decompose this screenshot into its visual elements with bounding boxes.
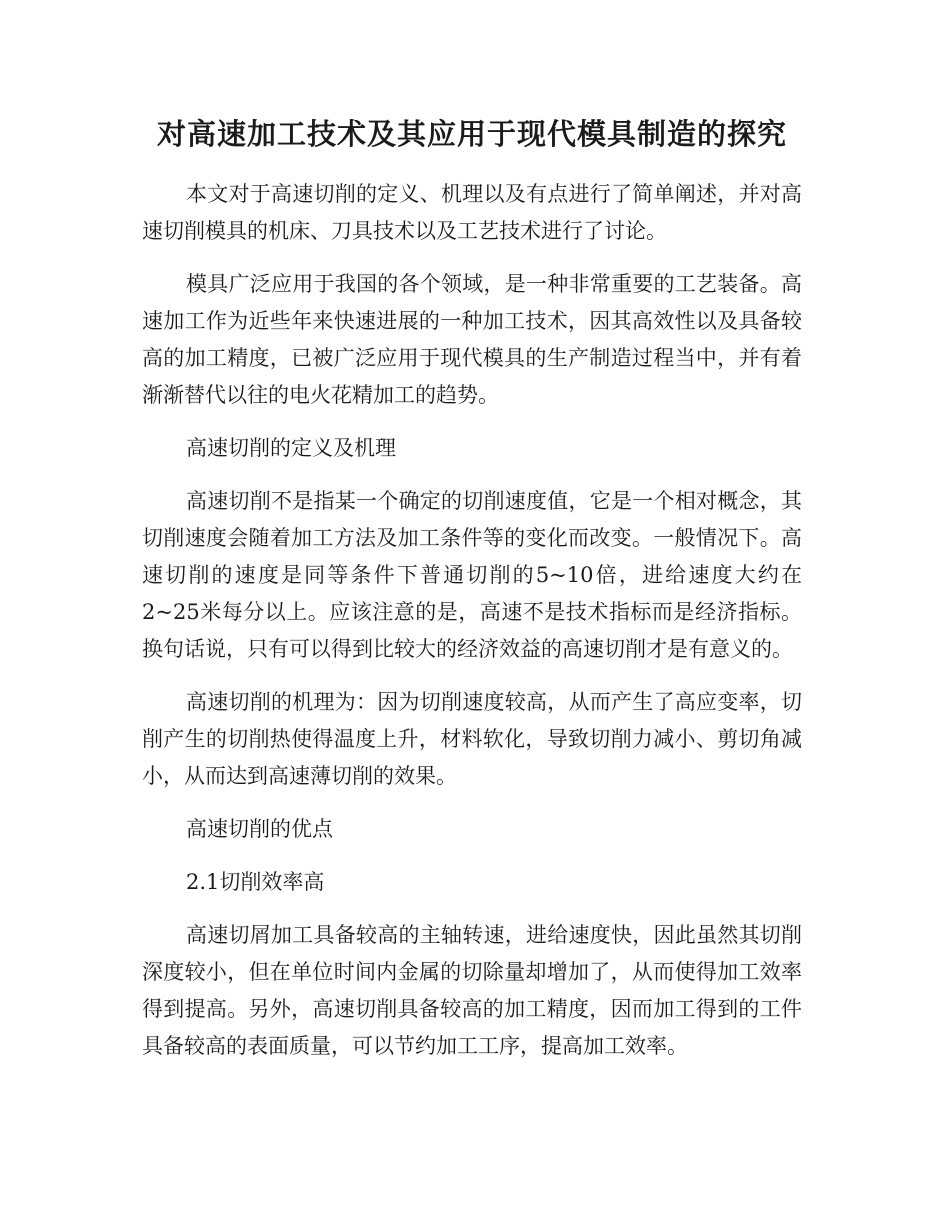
section-heading-definition: 高速切削的定义及机理	[186, 436, 396, 460]
section-heading-advantages: 高速切削的优点	[186, 817, 333, 841]
document-page	[142, 112, 802, 1081]
paragraph-definition: 高速切削不是指某一个确定的切削速度值，它是一个相对概念，其切削速度会随着加工方法及加工条件等的变化而改变。一般情况下。高速切削的速度是同等条件下普通切削的5~10倍，进给速度大约在2~25米每分以上。应该注意的是，高速不是技术指标而是经济指标。换句话说，只有可以得到比较大的经济效益的高速切削才是有意义的。	[142, 489, 802, 661]
paragraph-efficiency: 高速切屑加工具备较高的主轴转速，进给速度快，因此虽然其切削深度较小，但在单位时间内金属的切除量却增加了，从而使得加工效率得到提高。另外，高速切削具备较高的加工精度，因而加工得到的工件具备较高的表面质量，可以节约加工工序，提高加工效率。	[142, 923, 802, 1058]
subsection-heading-efficiency: 2.1切削效率高	[186, 870, 325, 894]
paragraph-abstract: 本文对于高速切削的定义、机理以及有点进行了简单阐述，并对高速切削模具的机床、刀具技术以及工艺技术进行了讨论。	[142, 182, 802, 243]
paragraph-intro: 模具广泛应用于我国的各个领域，是一种非常重要的工艺装备。高速加工作为近些年来快速进展的一种加工技术，因其高效性以及具备较高的加工精度，已被广泛应用于现代模具的生产制造过程当中，并有着渐渐替代以往的电火花精加工的趋势。	[142, 272, 802, 407]
paragraph-mechanism: 高速切削的机理为：因为切削速度较高，从而产生了高应变率，切削产生的切削热使得温度上升，材料软化，导致切削力减小、剪切角减小，从而达到高速薄切削的效果。	[142, 690, 802, 788]
document-title: 对高速加工技术及其应用于现代模具制造的探究	[156, 117, 787, 151]
